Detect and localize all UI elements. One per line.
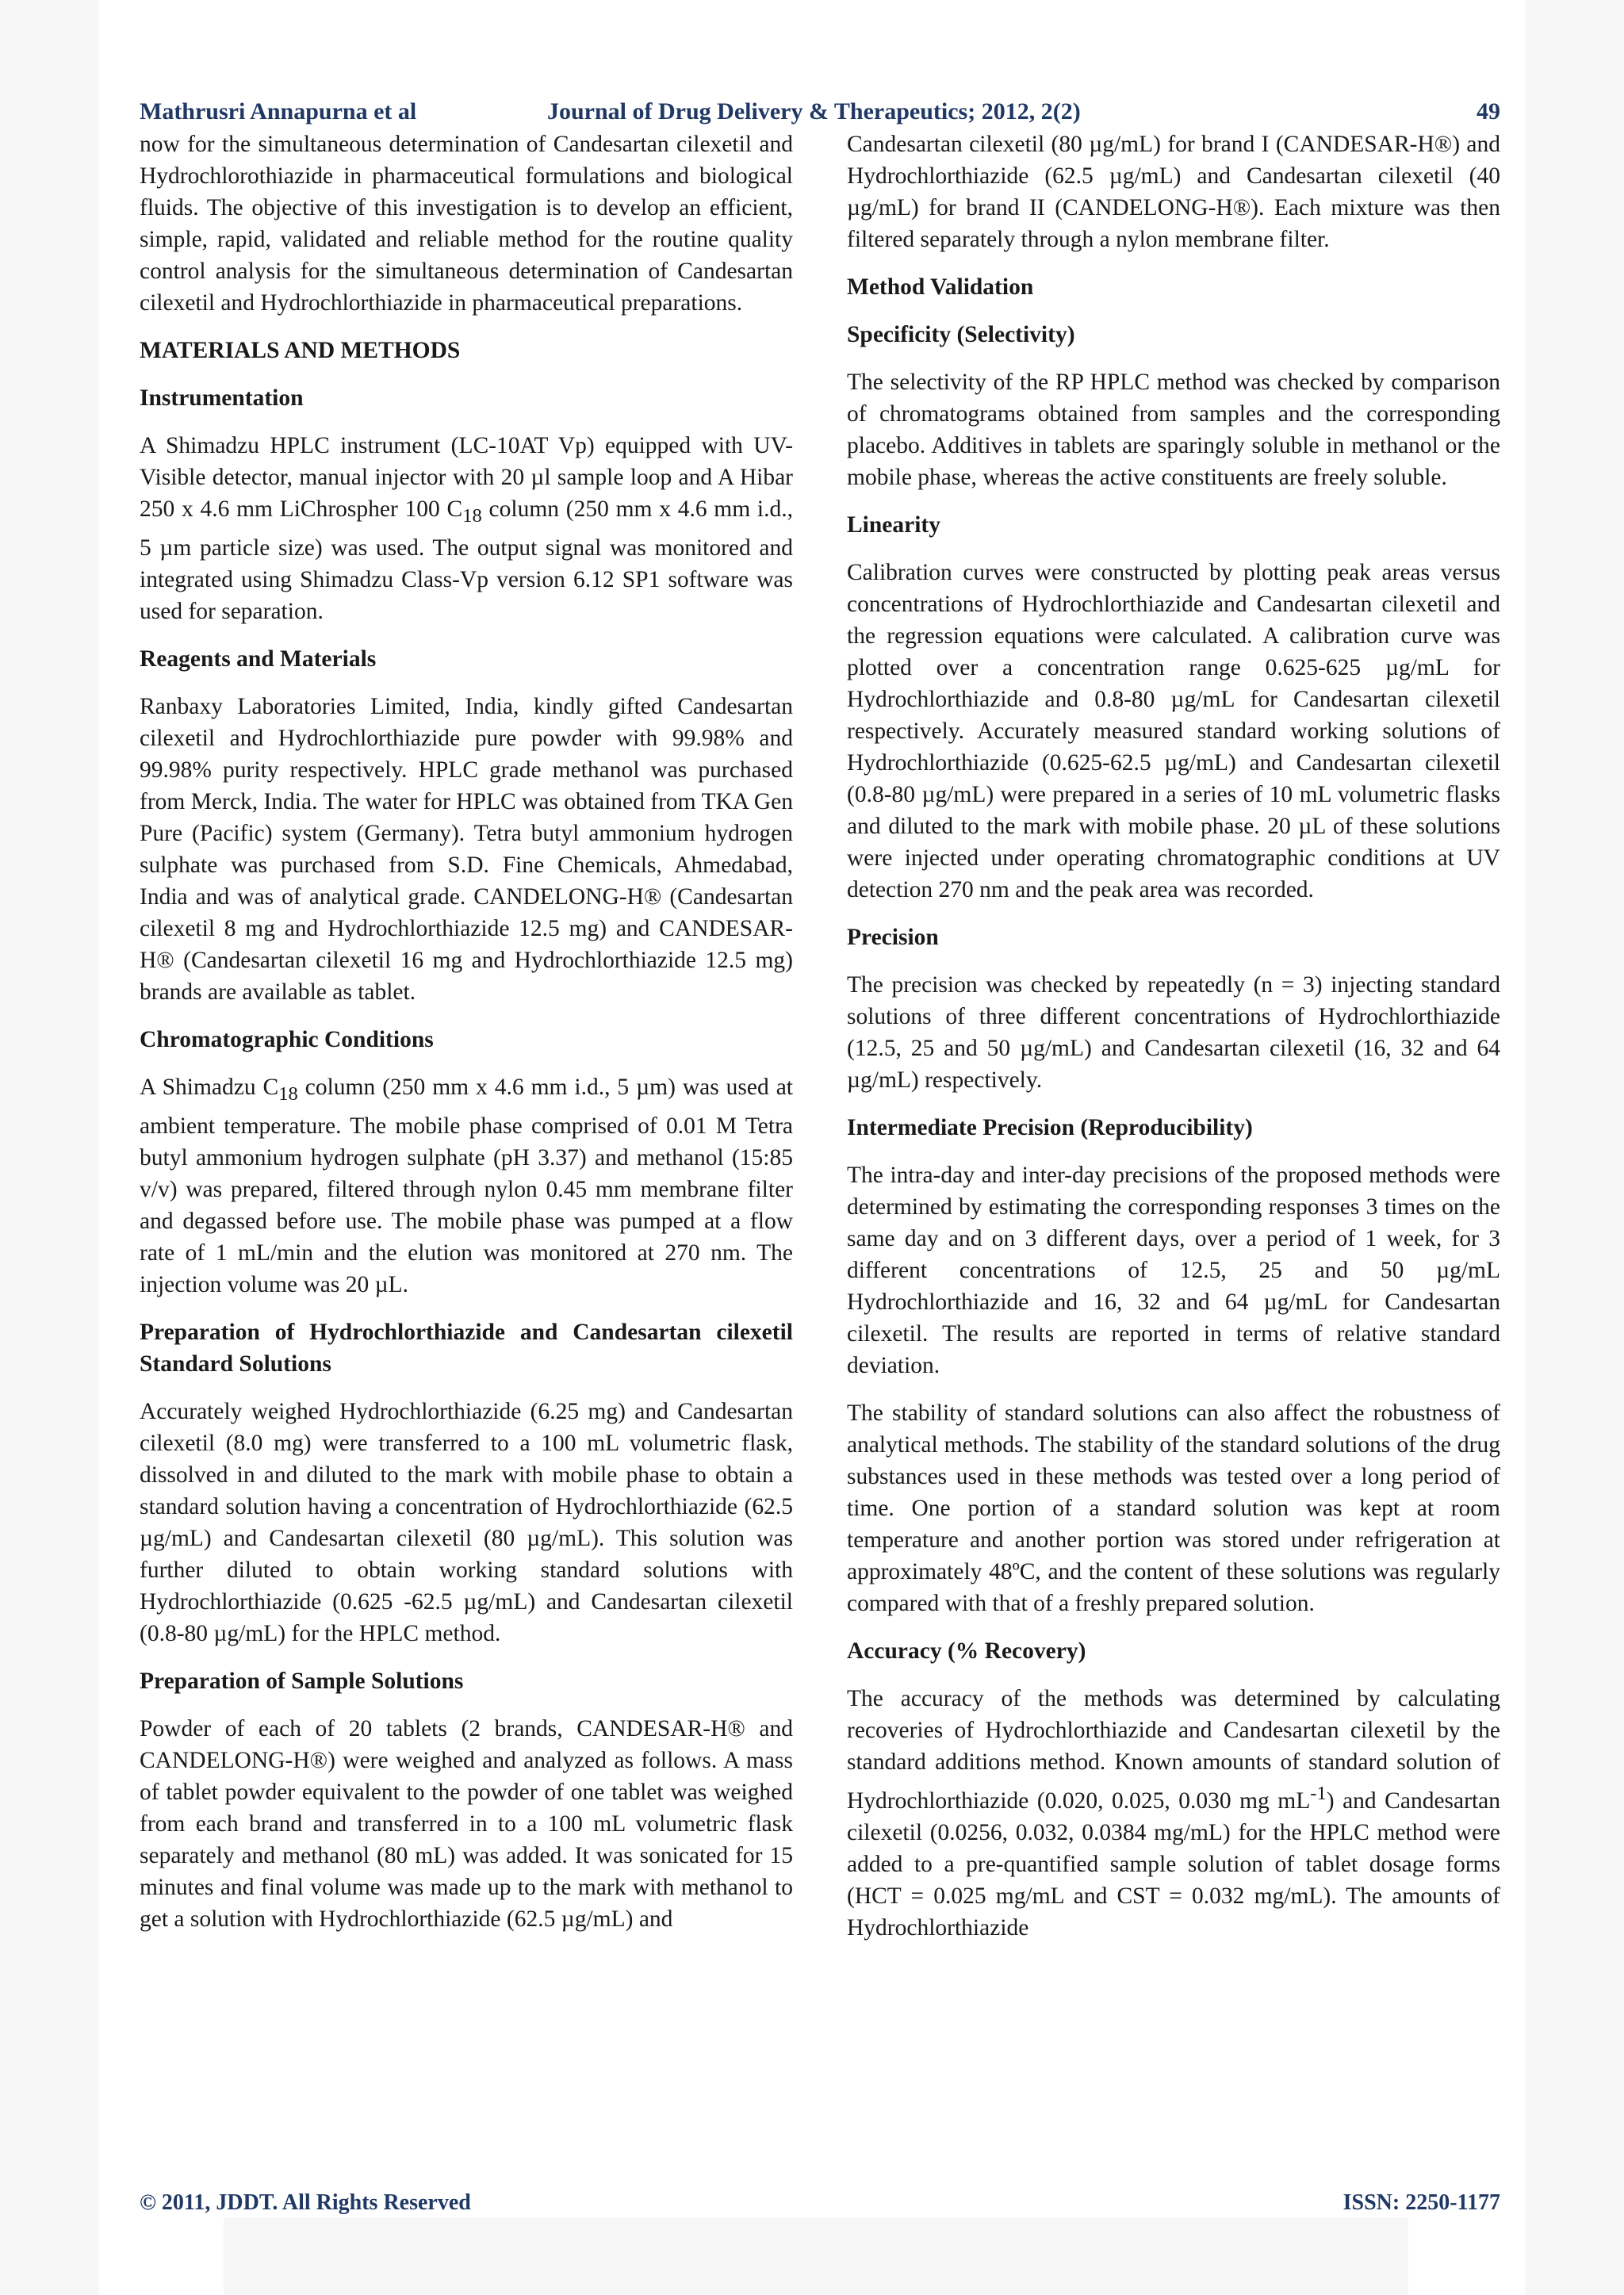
precision-heading: Precision	[847, 925, 939, 950]
instrumentation-heading: Instrumentation	[140, 385, 304, 411]
materials-methods-heading: MATERIALS AND METHODS	[140, 338, 461, 363]
instrumentation-paragraph	[140, 430, 793, 627]
header-page-number: 49	[1477, 98, 1500, 125]
left-column	[140, 128, 793, 1951]
precision-paragraph: The precision was checked by repeatedly (n = 3) injecting standard solutions of three different concentrations of Hydrochlorthiazide (12.5, 25 and 50 µg/mL) and Candesartan cilexetil (16, 32 and 64 µg/mL) respectively.	[847, 972, 1500, 1093]
accuracy-paragraph	[847, 1683, 1500, 1944]
chromatographic-text-b: column (250 mm x 4.6 mm i.d., 5 µm) was used at ambient temperature. The mobile phase comprised of 0.01 M Tetra butyl ammonium hydrogen sulphate (pH 3.37) and methanol (15:85 v/v) was prepared, filtered through nylon 0.45 mm membrane filter and degassed before use. The mobile phase was pumped at a flow rate of 1 mL/min and the elution was monitored at 270 nm. The injection volume was 20 µL.	[140, 1074, 793, 1297]
accuracy-superscript: -1	[1310, 1783, 1327, 1804]
specificity-paragraph: The selectivity of the RP HPLC method was checked by comparison of chromatograms obtained from samples and the corresponding placebo. Additives in tablets are sparingly soluble in methanol or the mobile phase, whereas the active constituents are freely soluble.	[847, 370, 1500, 490]
intermediate-precision-heading: Intermediate Precision (Reproducibility)	[847, 1115, 1253, 1140]
intro-paragraph: now for the simultaneous determination of Candesartan cilexetil and Hydrochlorothiazide in pharmaceutical formulations and biological fluids. The objective of this investigation is to develop an efficient, simple, rapid, validated and reliable method for the routine quality control analysis for the simultaneous determination of Candesartan cilexetil and Hydrochlorthiazide in pharmaceutical preparations.	[140, 132, 793, 316]
intermediate-precision-paragraph: The intra-day and inter-day precisions of the proposed methods were determined by estimating the corresponding responses 3 times on the same day and on 3 different days, over a period of 1 week, for 3 different concentrations of 12.5, 25 and 50 µg/mL Hydrochlorthiazide and 16, 32 and 64 µg/mL for Candesartan cilexetil. The results are reported in terms of relative standard deviation.	[847, 1163, 1500, 1378]
linearity-paragraph: Calibration curves were constructed by plotting peak areas versus concentrations of Hydrochlorthiazide and Candesartan cilexetil and the regression equations were calculated. A calibration curve was plotted over a concentration range 0.625-625 µg/mL for Hydrochlorthiazide and 0.8-80 µg/mL for Candesartan cilexetil respectively. Accurately measured standard working solutions of Hydrochlorthiazide (0.625-62.5 µg/mL) and Candesartan cilexetil (0.8-80 µg/mL) were prepared in a series of 10 mL volumetric flasks and diluted to the mark with mobile phase. 20 µL of these solutions were injected under operating chromatographic conditions at UV detection 270 nm and the peak area was recorded.	[847, 560, 1500, 902]
method-validation-heading: Method Validation	[847, 274, 1034, 300]
right-column	[847, 128, 1500, 1960]
chromatographic-heading: Chromatographic Conditions	[140, 1026, 434, 1052]
sample-continuation-paragraph: Candesartan cilexetil (80 µg/mL) for brand I (CANDESAR-H®) and Hydrochlorthiazide (62.5 µg/mL) and Candesartan cilexetil (40 µg/mL) for brand II (CANDELONG-H®). Each mixture was then filtered separately through a nylon membrane filter.	[847, 132, 1500, 252]
page-footer	[140, 2190, 1500, 2222]
standard-solutions-heading: Preparation of Hydrochlorthiazide and Candesartan cilexetil Standard Solutions	[140, 1319, 793, 1377]
sample-solutions-paragraph: Powder of each of 20 tablets (2 brands, CANDESAR-H® and CANDELONG-H®) were weighed and analyzed as follows. A mass of tablet powder equivalent to the powder of one tablet was weighed from each brand and transferred in to a 100 mL volumetric flask separately and methanol (80 mL) was added. It was sonicated for 15 minutes and final volume was made up to the mark with methanol to get a solution with Hydrochlorthiazide (62.5 µg/mL) and	[140, 1715, 793, 1932]
chromatographic-subscript: 18	[278, 1082, 298, 1105]
sample-solutions-heading: Preparation of Sample Solutions	[140, 1668, 464, 1694]
chromatographic-paragraph	[140, 1071, 793, 1301]
header-journal: Journal of Drug Delivery & Therapeutics; 2012, 2(2)	[547, 98, 1081, 125]
accuracy-text-a: The accuracy of the methods was determined by calculating recoveries of Hydrochlorthiazide and Candesartan cilexetil by the standard additions method. Known amounts of standard solution of Hydrochlorthiazide (0.020, 0.025, 0.030 mg mL	[847, 1686, 1500, 1814]
chromatographic-text-a: A Shimadzu C	[140, 1074, 279, 1100]
footer-copyright: © 2011, JDDT. All Rights Reserved	[140, 2190, 471, 2215]
instrumentation-subscript: 18	[462, 504, 482, 527]
header-authors: Mathrusri Annapurna et al	[140, 98, 417, 125]
linearity-heading: Linearity	[847, 512, 940, 538]
reagents-heading: Reagents and Materials	[140, 646, 377, 672]
stability-paragraph: The stability of standard solutions can also affect the robustness of analytical methods. The stability of the standard solutions of the drug substances used in these methods was tested over a long period of time. One portion of a standard solution was kept at room temperature and another portion was stored under refrigeration at approximately 48ºC, and the content of these solutions was regularly compared with that of a freshly prepared solution.	[847, 1400, 1500, 1616]
left-margin-band	[0, 0, 99, 2295]
instrumentation-text-b: column (250 mm x 4.6 mm i.d., 5 µm particle size) was used. The output signal was monitored and integrated using Shimadzu Class-Vp version 6.12 SP1 software was used for separation.	[140, 496, 794, 624]
right-margin-band	[1525, 0, 1624, 2295]
accuracy-heading: Accuracy (% Recovery)	[847, 1638, 1086, 1664]
instrumentation-text-a: A Shimadzu HPLC instrument (LC-10AT Vp) equipped with UV-Visible detector, manual injector with 20 µl sample loop and A Hibar 250 x 4.6 mm LiChrospher 100 C	[140, 433, 793, 522]
reagents-paragraph: Ranbaxy Laboratories Limited, India, kindly gifted Candesartan cilexetil and Hydrochlorthiazide pure powder with 99.98% and 99.98% purity respectively. HPLC grade methanol was purchased from Merck, India. The water for HPLC was obtained from TKA Gen Pure (Pacific) system (Germany). Tetra butyl ammonium hydrogen sulphate was purchased from S.D. Fine Chemicals, Ahmedabad, India and was of analytical grade. CANDELONG-H® (Candesartan cilexetil 8 mg and Hydrochlorthiazide 12.5 mg) and CANDESAR-H® (Candesartan cilexetil 16 mg and Hydrochlorthiazide 12.5 mg) brands are available as tablet.	[140, 693, 793, 1005]
footer-issn: ISSN: 2250-1177	[1342, 2190, 1500, 2215]
standard-solutions-paragraph: Accurately weighed Hydrochlorthiazide (6.25 mg) and Candesartan cilexetil (8.0 mg) were transferred to a 100 mL volumetric flask, dissolved in and diluted to the mark with mobile phase to obtain a standard solution having a concentration of Hydrochlorthiazide (62.5 µg/mL) and Candesartan cilexetil (80 µg/mL). This solution was further diluted to obtain working standard solutions with Hydrochlorthiazide (0.625 -62.5 µg/mL) and Candesartan cilexetil (0.8-80 µg/mL) for the HPLC method.	[140, 1398, 793, 1646]
bottom-band	[224, 2217, 1408, 2295]
accuracy-text-b: ) and Candesartan cilexetil (0.0256, 0.032, 0.0384 mg/mL) for the HPLC method were added to a pre-quantified sample solution of tablet dosage forms (HCT = 0.025 mg/mL and CST = 0.032 mg/mL). The amounts of Hydrochlorthiazide	[847, 1787, 1500, 1941]
page-header	[140, 98, 1500, 130]
specificity-heading: Specificity (Selectivity)	[847, 322, 1075, 347]
